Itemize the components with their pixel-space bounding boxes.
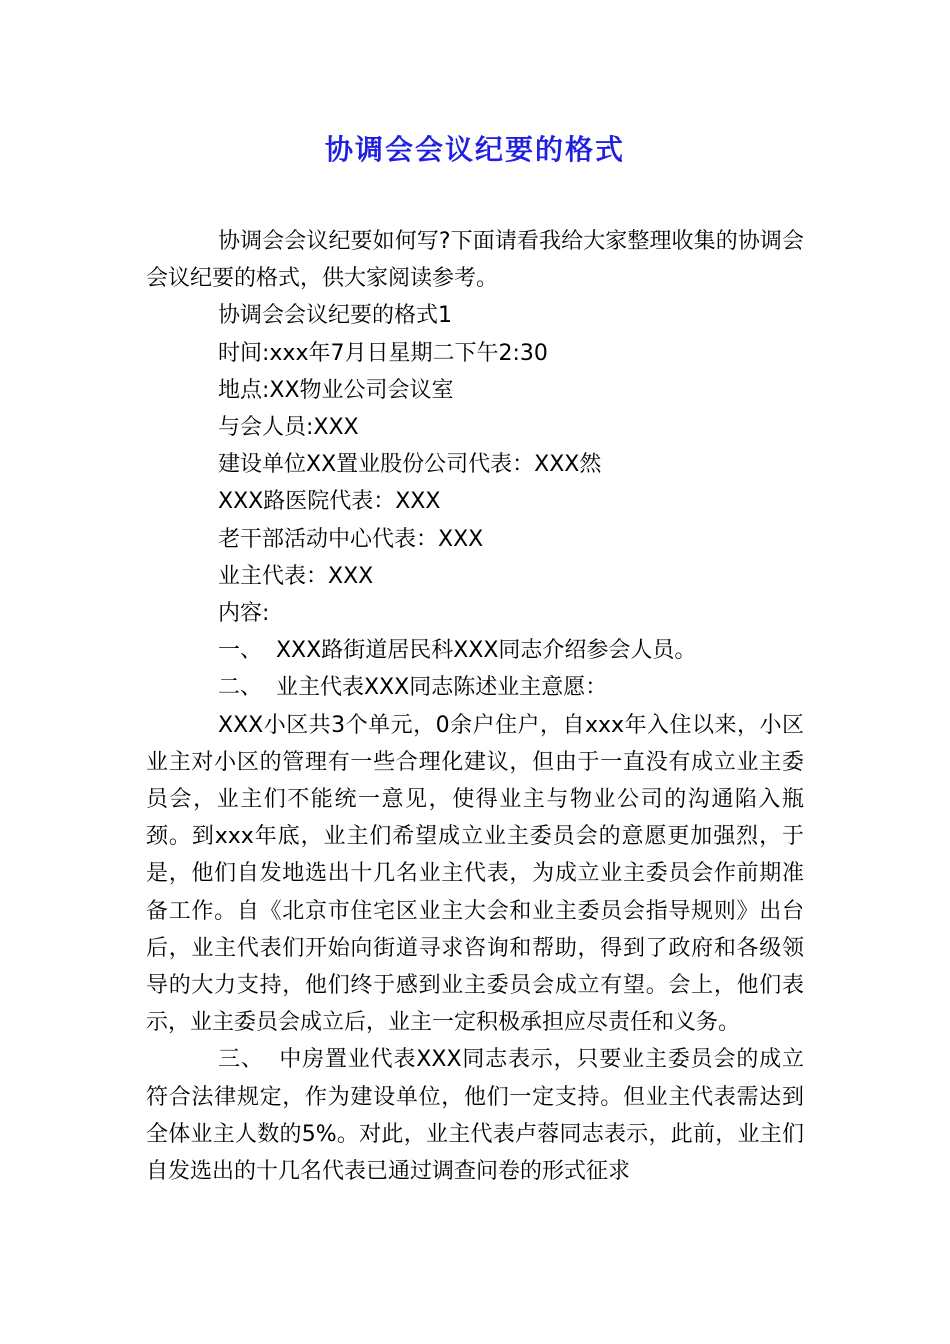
section-heading: 协调会会议纪要的格式1 [218,303,452,329]
meeting-location: 地点:XX物业公司会议室 [218,377,454,403]
document-title: 协调会会议纪要的格式 [324,133,625,166]
attendees: 与会人员:XXX [218,415,359,441]
content-item-2: 二、 业主代表XXX同志陈述业主意愿： [218,675,608,701]
attendee-center: 老干部活动中心代表：XXX [218,526,484,552]
content-item-3: 三、 中房置业代表XXX同志表示，只要业主委员会的成立符合法律规定，作为建设单位，他们一定支持。但业主代表需达到全体业主人数的5%。对此，业主代表卢蓉同志表示，此前，业主们自发选出的十几名代表已通过调查问卷的形式征求 [146,1047,804,1185]
content-label: 内容: [218,601,270,627]
document-body [146,223,804,1190]
owners-statement-paragraph: XXX小区共3个单元，0余户住户，自xxx年入住以来，小区业主对小区的管理有一些合理化建议，但由于一直没有成立业主委员会，业主们不能统一意见，使得业主与物业公司的沟通陷入瓶颈。到xxx年底，业主们希望成立业主委员会的意愿更加强烈，于是，他们自发地选出十几名业主代表，为成立业主委员会作前期准备工作。自《北京市住宅区业主大会和业主委员会指导规则》出台后，业主代表们开始向街道寻求咨询和帮助，得到了政府和各级领导的大力支持，他们终于感到业主委员会成立有望。会上，他们表示，业主委员会成立后，业主一定积极承担应尽责任和义务。 [146,712,804,1036]
attendee-builder: 建设单位XX置业股份公司代表：XXX然 [218,452,602,478]
content-item-1: 一、 XXX路街道居民科XXX同志介绍参会人员。 [218,638,697,664]
intro-paragraph: 协调会会议纪要如何写?下面请看我给大家整理收集的协调会会议纪要的格式，供大家阅读参考。 [146,229,804,292]
attendee-hospital: XXX路医院代表：XXX [218,489,441,515]
attendee-owners: 业主代表：XXX [218,563,374,589]
meeting-time: 时间:xxx年7月日星期二下午2:30 [218,340,548,366]
